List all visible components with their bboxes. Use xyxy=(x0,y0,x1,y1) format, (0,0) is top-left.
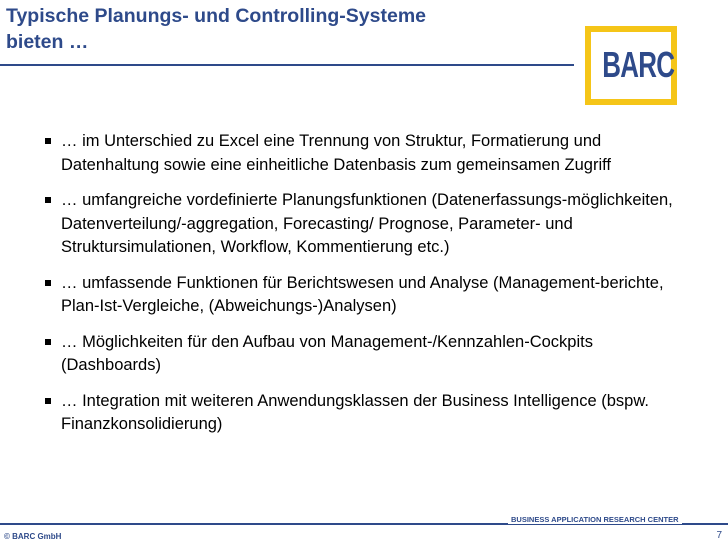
footer-copyright: © BARC GmbH xyxy=(4,532,62,541)
bullet-item xyxy=(44,189,694,260)
bullet-item xyxy=(44,272,694,319)
bullet-square-icon xyxy=(45,280,51,286)
slide-title-line-1: Typische Planungs- und Controlling-Systeme xyxy=(6,5,427,27)
slide-title xyxy=(6,3,546,55)
bullet-square-icon xyxy=(45,398,51,404)
bullet-item xyxy=(44,331,694,378)
footer-caption: BUSINESS APPLICATION RESEARCH CENTER xyxy=(508,515,682,524)
title-divider xyxy=(0,64,574,66)
slide-title-line-2: bieten … xyxy=(6,31,89,53)
page-number: 7 xyxy=(716,530,722,541)
bullet-list xyxy=(44,130,694,449)
barc-logo xyxy=(585,26,677,105)
bullet-text: … Möglichkeiten für den Aufbau von Management-/Kennzahlen-Cockpits (Dashboards) xyxy=(61,332,593,374)
bullet-text: … Integration mit weiteren Anwendungsklassen der Business Intelligence (bspw. Finanzkonsolidierung) xyxy=(61,391,649,433)
barc-logo-text: BARC xyxy=(602,44,675,85)
bullet-text: … umfassende Funktionen für Berichtswesen und Analyse (Management-berichte, Plan-Ist-Vergleiche, (Abweichungs-)Analysen) xyxy=(61,273,664,315)
bullet-square-icon xyxy=(45,138,51,144)
barc-logo-inner xyxy=(591,32,675,99)
bullet-square-icon xyxy=(45,197,51,203)
bullet-square-icon xyxy=(45,339,51,345)
bullet-item xyxy=(44,390,694,437)
bullet-text: … im Unterschied zu Excel eine Trennung von Struktur, Formatierung und Datenhaltung sowie eine einheitliche Datenbasis zum gemeinsamen Zugriff xyxy=(61,132,612,174)
bullet-text: … umfangreiche vordefinierte Planungsfunktionen (Datenerfassungs-möglichkeiten, Datenverteilung/-aggregation, Forecasting/ Prognose, Parameter- und Struktursimulationen, Workflow, Kommentierung etc.) xyxy=(61,191,673,256)
bullet-item xyxy=(44,130,694,177)
